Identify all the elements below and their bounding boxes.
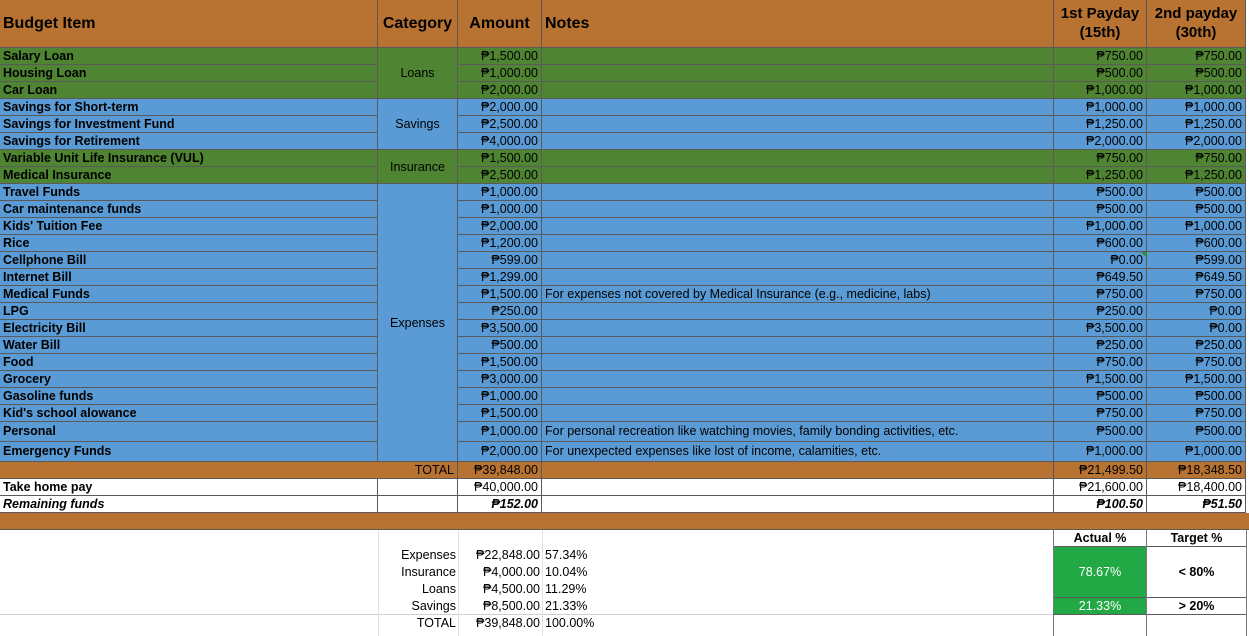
header-amount-text: Amount: [469, 14, 530, 32]
cell-amount[interactable]: ₱2,000.00: [458, 442, 542, 462]
cell-amount[interactable]: ₱1,200.00: [458, 235, 542, 252]
target-percent-expenses-text: < 80%: [1178, 564, 1215, 579]
cell-note[interactable]: [542, 388, 1054, 405]
cell-p1[interactable]: ₱1,000.00: [1054, 82, 1147, 99]
actual-percent-expenses-text: 78.67%: [1078, 564, 1122, 579]
cell-note[interactable]: [542, 337, 1054, 354]
cell-note[interactable]: [542, 320, 1054, 337]
summary-amount[interactable]: ₱39,848.00: [476, 616, 540, 630]
table-row: [0, 116, 1249, 133]
cell-item[interactable]: Internet Bill: [0, 269, 378, 286]
cell-amount[interactable]: ₱1,500.00: [458, 48, 542, 65]
cell-p2[interactable]: ₱500.00: [1147, 184, 1246, 201]
cell-p1[interactable]: ₱3,500.00: [1054, 320, 1147, 337]
cell-p2[interactable]: ₱649.50: [1147, 269, 1246, 286]
table-row: [0, 218, 1249, 235]
header-budget-item-text: Budget Item: [3, 14, 96, 32]
cell-item[interactable]: Savings for Short-term: [0, 99, 378, 116]
total-payday-2[interactable]: ₱18,348.50: [1147, 462, 1246, 479]
category-insurance-label: Insurance: [390, 159, 445, 174]
cell-p2[interactable]: ₱750.00: [1147, 286, 1246, 303]
cell-amount[interactable]: ₱2,000.00: [458, 99, 542, 116]
cell-amount[interactable]: ₱2,000.00: [458, 82, 542, 99]
category-loans-cell[interactable]: [378, 48, 458, 99]
category-insurance-cell[interactable]: [378, 150, 458, 184]
cell-p1[interactable]: ₱0.00: [1054, 252, 1147, 269]
cell-p2[interactable]: ₱750.00: [1147, 150, 1246, 167]
target-percent-header[interactable]: Target %: [1147, 530, 1246, 547]
cell-amount[interactable]: ₱250.00: [458, 303, 542, 320]
cell-item[interactable]: Water Bill: [0, 337, 378, 354]
cell-p2[interactable]: ₱500.00: [1147, 388, 1246, 405]
cell-p2[interactable]: ₱1,000.00: [1147, 99, 1246, 116]
cell-p2[interactable]: ₱1,250.00: [1147, 167, 1246, 184]
header-category-text: Category: [382, 14, 453, 32]
summary-label[interactable]: Expenses: [401, 548, 456, 562]
table-row: [0, 82, 1249, 99]
cell-p1[interactable]: ₱750.00: [1054, 150, 1147, 167]
cell-p1[interactable]: ₱500.00: [1054, 65, 1147, 82]
summary-label[interactable]: Loans: [421, 582, 456, 596]
cell-note[interactable]: [542, 150, 1054, 167]
cell-p2[interactable]: ₱600.00: [1147, 235, 1246, 252]
summary-percent[interactable]: 11.29%: [545, 582, 587, 596]
cell-note[interactable]: [542, 235, 1054, 252]
cell-note[interactable]: [542, 184, 1054, 201]
cell-p2[interactable]: ₱750.00: [1147, 354, 1246, 371]
cell-note[interactable]: [542, 371, 1054, 388]
take-home-amount[interactable]: ₱40,000.00: [458, 479, 542, 496]
cell-note[interactable]: [542, 252, 1054, 269]
cell-note[interactable]: For unexpected expenses like lost of income, calamities, etc.: [542, 442, 1054, 462]
summary-percent[interactable]: 100.00%: [545, 616, 595, 630]
table-row: [0, 65, 1249, 82]
header-payday-2-line1: 2nd payday: [1154, 5, 1238, 22]
table-row: [0, 99, 1249, 116]
take-home-row: [0, 479, 1249, 496]
cell-item[interactable]: Kid's school alowance: [0, 405, 378, 422]
cell-note[interactable]: [542, 218, 1054, 235]
cell-amount[interactable]: ₱1,000.00: [458, 65, 542, 82]
cell-p2[interactable]: ₱1,000.00: [1147, 442, 1246, 462]
cell-amount[interactable]: ₱1,500.00: [458, 405, 542, 422]
cell-p2[interactable]: ₱1,000.00: [1147, 218, 1246, 235]
remaining-amount[interactable]: ₱152.00: [458, 496, 542, 513]
category-savings-label: Savings: [395, 117, 440, 131]
category-savings-cell[interactable]: [378, 99, 458, 150]
cell-note[interactable]: [542, 82, 1054, 99]
cell-amount[interactable]: ₱2,500.00: [458, 167, 542, 184]
cell-item[interactable]: Car Loan: [0, 82, 378, 99]
summary-label[interactable]: Insurance: [401, 565, 456, 579]
table-row: [0, 150, 1249, 167]
table-row: [0, 320, 1249, 337]
remaining-category[interactable]: [378, 496, 458, 513]
cell-p1[interactable]: ₱1,250.00: [1054, 116, 1147, 133]
cell-amount[interactable]: ₱1,000.00: [458, 184, 542, 201]
cell-item[interactable]: LPG: [0, 303, 378, 320]
cell-item[interactable]: Cellphone Bill: [0, 252, 378, 269]
cell-p1[interactable]: ₱750.00: [1054, 286, 1147, 303]
cell-note[interactable]: For personal recreation like watching movies, family bonding activities, etc.: [542, 422, 1054, 442]
cell-amount[interactable]: ₱1,000.00: [458, 201, 542, 218]
cell-item[interactable]: Car maintenance funds: [0, 201, 378, 218]
cell-p1[interactable]: ₱250.00: [1054, 337, 1147, 354]
remaining-row: [0, 496, 1249, 513]
cell-p2[interactable]: ₱599.00: [1147, 252, 1246, 269]
table-row: [0, 286, 1249, 303]
cell-amount[interactable]: ₱1,000.00: [458, 422, 542, 442]
total-payday-1[interactable]: ₱21,499.50: [1054, 462, 1147, 479]
cell-note[interactable]: [542, 133, 1054, 150]
cell-p2[interactable]: ₱250.00: [1147, 337, 1246, 354]
table-row: [0, 371, 1249, 388]
cell-p1[interactable]: ₱500.00: [1054, 184, 1147, 201]
cell-item[interactable]: Electricity Bill: [0, 320, 378, 337]
table-row: [0, 405, 1249, 422]
cell-note[interactable]: [542, 354, 1054, 371]
header-category[interactable]: [378, 0, 458, 48]
header-payday-2-line2: (30th): [1175, 24, 1217, 41]
cell-amount[interactable]: ₱4,000.00: [458, 133, 542, 150]
summary-amount[interactable]: ₱22,848.00: [476, 548, 540, 562]
table-row: [0, 303, 1249, 320]
cell-p1[interactable]: ₱500.00: [1054, 201, 1147, 218]
table-row: [0, 235, 1249, 252]
category-loans-label: Loans: [400, 66, 435, 80]
header-amount[interactable]: [458, 0, 542, 48]
cell-p2[interactable]: ₱750.00: [1147, 48, 1246, 65]
remaining-label[interactable]: Remaining funds: [0, 496, 378, 513]
actual-percent-expenses[interactable]: [1054, 547, 1146, 598]
cell-p2[interactable]: ₱2,000.00: [1147, 133, 1246, 150]
summary-label[interactable]: Savings: [411, 599, 456, 613]
actual-percent-header[interactable]: Actual %: [1054, 530, 1146, 547]
cell-item[interactable]: Savings for Investment Fund: [0, 116, 378, 133]
cell-p1[interactable]: ₱250.00: [1054, 303, 1147, 320]
cell-amount[interactable]: ₱599.00: [458, 252, 542, 269]
cell-p2[interactable]: ₱0.00: [1147, 303, 1246, 320]
cell-item[interactable]: Medical Funds: [0, 286, 378, 303]
cell-note[interactable]: [542, 303, 1054, 320]
target-percent-savings[interactable]: > 20%: [1147, 598, 1246, 615]
cell-p1[interactable]: ₱1,500.00: [1054, 371, 1147, 388]
cell-item[interactable]: Food: [0, 354, 378, 371]
cell-item[interactable]: Emergency Funds: [0, 442, 378, 462]
cell-p1[interactable]: ₱649.50: [1054, 269, 1147, 286]
cell-amount[interactable]: ₱2,000.00: [458, 218, 542, 235]
table-row: [0, 252, 1249, 269]
take-home-label[interactable]: Take home pay: [0, 479, 378, 496]
total-amount[interactable]: ₱39,848.00: [458, 462, 542, 479]
cell-note[interactable]: [542, 405, 1054, 422]
cell-p2[interactable]: ₱750.00: [1147, 405, 1246, 422]
take-home-payday-1[interactable]: ₱21,600.00: [1054, 479, 1147, 496]
table-row: [0, 133, 1249, 150]
cell-amount[interactable]: ₱3,000.00: [458, 371, 542, 388]
cell-amount[interactable]: ₱1,500.00: [458, 150, 542, 167]
take-home-category[interactable]: [378, 479, 458, 496]
summary-amount[interactable]: ₱4,000.00: [483, 565, 540, 579]
table-row: [0, 354, 1249, 371]
cell-note[interactable]: [542, 65, 1054, 82]
remaining-payday-1[interactable]: ₱100.50: [1054, 496, 1147, 513]
remaining-notes[interactable]: [542, 496, 1054, 513]
summary-percent[interactable]: 57.34%: [545, 548, 588, 562]
table-row: [0, 388, 1249, 405]
header-payday-1[interactable]: [1054, 0, 1147, 48]
cell-p1[interactable]: ₱2,000.00: [1054, 133, 1147, 150]
cell-amount[interactable]: ₱1,500.00: [458, 354, 542, 371]
target-percent-expenses[interactable]: [1147, 547, 1246, 598]
cell-p1[interactable]: ₱1,000.00: [1054, 99, 1147, 116]
cell-p1[interactable]: ₱500.00: [1054, 388, 1147, 405]
cell-item[interactable]: Housing Loan: [0, 65, 378, 82]
header-notes[interactable]: [542, 0, 1054, 48]
cell-item[interactable]: Rice: [0, 235, 378, 252]
summary-amount[interactable]: ₱8,500.00: [483, 599, 540, 613]
table-row: [0, 167, 1249, 184]
table-row: [0, 201, 1249, 218]
cell-item[interactable]: Variable Unit Life Insurance (VUL): [0, 150, 378, 167]
cell-note[interactable]: [542, 269, 1054, 286]
table-row: [0, 269, 1249, 286]
summary-amount[interactable]: ₱4,500.00: [483, 582, 540, 596]
cell-item[interactable]: Grocery: [0, 371, 378, 388]
cell-amount[interactable]: ₱1,500.00: [458, 286, 542, 303]
header-payday-2[interactable]: [1147, 0, 1246, 48]
cell-p2[interactable]: ₱1,500.00: [1147, 371, 1246, 388]
comment-indicator-icon[interactable]: [1141, 252, 1147, 258]
header-row: [0, 0, 1249, 48]
cell-p1[interactable]: ₱750.00: [1054, 354, 1147, 371]
cell-item[interactable]: Gasoline funds: [0, 388, 378, 405]
cell-amount[interactable]: ₱500.00: [458, 337, 542, 354]
cell-note[interactable]: [542, 48, 1054, 65]
total-label[interactable]: TOTAL: [0, 462, 458, 479]
cell-p2[interactable]: ₱500.00: [1147, 201, 1246, 218]
cell-item[interactable]: Savings for Retirement: [0, 133, 378, 150]
table-row: [0, 422, 1249, 442]
take-home-payday-2[interactable]: ₱18,400.00: [1147, 479, 1246, 496]
cell-note[interactable]: For expenses not covered by Medical Insurance (e.g., medicine, labs): [542, 286, 1054, 303]
cell-note[interactable]: [542, 116, 1054, 133]
total-notes[interactable]: [542, 462, 1054, 479]
header-payday-1-line1: 1st Payday: [1060, 5, 1140, 22]
cell-item[interactable]: Salary Loan: [0, 48, 378, 65]
cell-amount[interactable]: ₱1,000.00: [458, 388, 542, 405]
header-payday-1-line2: (15th): [1079, 24, 1121, 41]
total-row: [0, 462, 1249, 479]
cell-item[interactable]: Kids' Tuition Fee: [0, 218, 378, 235]
remaining-payday-2[interactable]: ₱51.50: [1147, 496, 1246, 513]
cell-amount[interactable]: ₱1,299.00: [458, 269, 542, 286]
cell-p2[interactable]: ₱1,250.00: [1147, 116, 1246, 133]
header-notes-text: Notes: [545, 14, 590, 32]
cell-note[interactable]: [542, 167, 1054, 184]
cell-item[interactable]: Medical Insurance: [0, 167, 378, 184]
summary-gridline-3: [1246, 530, 1247, 636]
table-row: [0, 442, 1249, 462]
category-expenses-label: Expenses: [390, 315, 445, 330]
cell-p1[interactable]: ₱600.00: [1054, 235, 1147, 252]
cell-item[interactable]: Personal: [0, 422, 378, 442]
table-row: [0, 337, 1249, 354]
summary-label[interactable]: TOTAL: [416, 616, 456, 630]
header-budget-item[interactable]: [0, 0, 378, 48]
cell-p1[interactable]: ₱500.00: [1054, 422, 1147, 442]
cell-amount[interactable]: ₱2,500.00: [458, 116, 542, 133]
cell-p2[interactable]: ₱500.00: [1147, 65, 1246, 82]
take-home-notes[interactable]: [542, 479, 1054, 496]
separator-bar: [0, 513, 1249, 530]
summary-percent[interactable]: 21.33%: [545, 599, 588, 613]
cell-note[interactable]: [542, 201, 1054, 218]
cell-amount[interactable]: ₱3,500.00: [458, 320, 542, 337]
table-row: [0, 184, 1249, 201]
cell-p2[interactable]: ₱0.00: [1147, 320, 1246, 337]
summary-percent[interactable]: 10.04%: [545, 565, 588, 579]
cell-note[interactable]: [542, 99, 1054, 116]
cell-item[interactable]: Travel Funds: [0, 184, 378, 201]
cell-p1[interactable]: ₱1,000.00: [1054, 218, 1147, 235]
cell-p1[interactable]: ₱750.00: [1054, 48, 1147, 65]
actual-percent-savings[interactable]: 21.33%: [1054, 598, 1146, 615]
table-row: [0, 48, 1249, 65]
cell-p1[interactable]: ₱1,250.00: [1054, 167, 1147, 184]
cell-p1[interactable]: ₱1,000.00: [1054, 442, 1147, 462]
cell-p2[interactable]: ₱1,000.00: [1147, 82, 1246, 99]
cell-p1[interactable]: ₱750.00: [1054, 405, 1147, 422]
cell-p2[interactable]: ₱500.00: [1147, 422, 1246, 442]
category-expenses-cell[interactable]: [378, 184, 458, 462]
